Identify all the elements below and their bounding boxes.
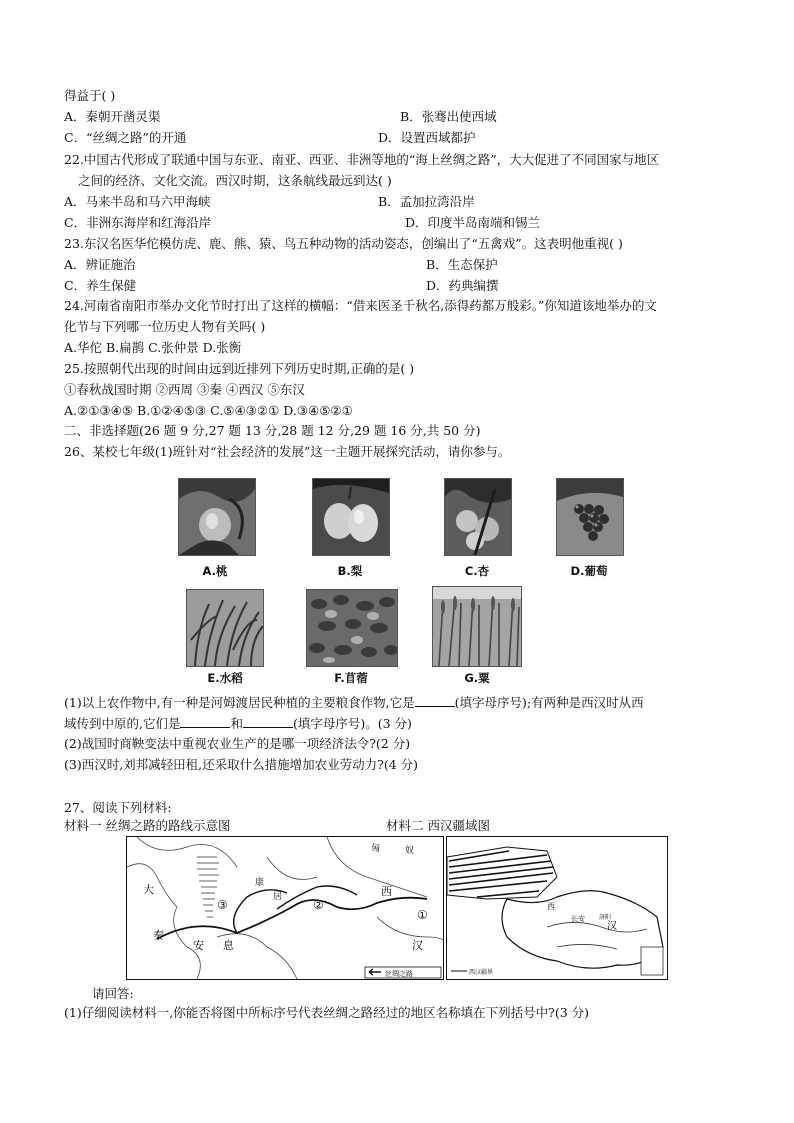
pear-photo: [312, 478, 390, 556]
q22-stem-2: 之间的经济、文化交流。西汉时期，这条航线最远到达( ): [78, 173, 392, 188]
map2-legend: 西汉疆界: [469, 969, 494, 976]
q27-stem: 27、阅读下列材料:: [64, 800, 172, 815]
western-han-map: [446, 836, 668, 980]
grape-photo: [556, 478, 624, 556]
q23-option-d: D．药典编撰: [426, 278, 499, 293]
crop-caption-b: B.梨: [337, 564, 363, 578]
apricot-photo: [444, 478, 512, 556]
map1-number-3: ③: [217, 898, 228, 912]
rice-photo: [186, 589, 264, 667]
q22-option-d: D．印度半岛南端和锡兰: [405, 215, 541, 230]
material-1-title: 材料一 丝绸之路的路线示意图: [64, 818, 231, 833]
crop-caption-d: D.葡萄: [570, 564, 608, 578]
q26-sub1-text-a: (1)以上农作物中,有一种是河姆渡居民种植的主要粮食作物,它是: [64, 695, 415, 710]
map1-legend: 丝绸之路: [385, 970, 413, 978]
q25-options: A.②①③④⑤ B.①②④⑤③ C.⑤④③②① D.③④⑤②①: [64, 403, 353, 418]
q21-option-b: B．张骞出使西域: [400, 109, 497, 124]
answer-blank[interactable]: [243, 715, 293, 728]
silk-road-map: [126, 836, 444, 980]
q22-option-b: B．孟加拉湾沿岸: [378, 194, 475, 209]
q24-stem-2: 化节与下列哪一位历史人物有关吗( ): [64, 319, 266, 334]
crop-caption-a: A.桃: [202, 564, 228, 578]
q21-tail: 得益于( ): [64, 88, 116, 103]
millet-photo: [432, 586, 522, 667]
map2-label-han: 汉: [607, 921, 617, 932]
crop-caption-f: F.苜蓿: [334, 671, 368, 685]
q22-option-c: C．非洲东海岸和红海沿岸: [64, 215, 212, 230]
q21-option-a: A．秦朝开凿灵渠: [64, 109, 161, 124]
q22-stem-1: 22.中国古代形成了联通中国与东亚、南亚、西亚、非洲等地的“海上丝绸之路”，大大促进了不同国家与地区: [64, 152, 660, 167]
q23-option-c: C．养生保健: [64, 278, 137, 293]
map1-label-anxi-2: 息: [223, 939, 234, 952]
answer-blank[interactable]: [415, 694, 455, 707]
map1-label-han: 汉: [412, 939, 423, 952]
crop-caption-g: G.粟: [464, 671, 490, 685]
q26-sub1-line2: [64, 715, 412, 732]
map1-number-1: ①: [417, 908, 428, 922]
map2-label-changan: 长安: [571, 915, 585, 923]
peach-photo: [178, 478, 256, 556]
q25-items: ①春秋战国时期 ②西周 ③秦 ④西汉 ⑤东汉: [64, 382, 305, 397]
map1-label-xi: 西: [381, 885, 392, 898]
q26-sub2: (2)战国时商鞅变法中重视农业生产的是哪一项经济法令?(2 分): [64, 736, 411, 751]
map1-label-kangju-1: 康: [255, 878, 265, 888]
q23-stem: 23.东汉名医华佗模仿虎、鹿、熊、猿、鸟五种动物的活动姿态，创编出了“五禽戏”。这表明他重视( ): [64, 236, 623, 251]
q22-option-a: A．马来半岛和马六甲海峡: [64, 194, 211, 209]
q26-sub1-line1: [64, 694, 644, 711]
q26-sub1-text-b: (填字母序号);有两种是西汉时从西: [454, 695, 644, 710]
please-answer: 请回答:: [92, 986, 134, 1001]
map1-number-2: ②: [313, 898, 324, 912]
q23-option-a: A．辨证施治: [64, 257, 136, 272]
map1-label-kangju-2: 居: [273, 892, 283, 902]
q26-stem: 26、某校七年级(1)班针对“社会经济的发展”这一主题开展探究活动，请你参与。: [64, 444, 511, 459]
map1-label-anxi-1: 安: [193, 939, 204, 952]
crop-caption-e: E.水稻: [207, 671, 243, 685]
map1-label-qin: 秦: [153, 929, 164, 942]
map1-label-da: 大: [143, 883, 154, 896]
q26-sub3: (3)西汉时,刘邦减轻田租,还采取什么措施增加农业劳动力?(4 分): [64, 757, 419, 772]
map1-label-xiongnu-2: 奴: [405, 846, 415, 856]
map2-label-luoyang: 洛阳: [599, 914, 612, 921]
alfalfa-photo: [306, 589, 398, 667]
q25-stem: 25.按照朝代出现的时间由远到近排列下列历史时期,正确的是( ): [64, 361, 415, 376]
crop-caption-c: C.杏: [464, 564, 490, 578]
q23-option-b: B．生态保护: [426, 257, 498, 272]
answer-blank[interactable]: [180, 715, 230, 728]
q21-option-c: C．“丝绸之路”的开通: [64, 130, 187, 145]
q21-option-d: D．设置西域都护: [378, 130, 476, 145]
map1-label-xiongnu-1: 匈: [371, 844, 381, 854]
q24-options: A.华佗 B.扁鹊 C.张仲景 D.张衡: [64, 340, 242, 355]
q26-sub1-text-d: 和: [230, 716, 243, 731]
section-heading: 二、非选择题(26 题 9 分,27 题 13 分,28 题 12 分,29 题 16 分,共 50 分): [64, 423, 481, 438]
map2-label-xi: 西: [547, 902, 555, 911]
q24-stem-1: 24.河南省南阳市举办文化节时打出了这样的横幅：“借来医圣千秋名,添得药都万般彩。”你知道该地举办的文: [64, 298, 657, 313]
material-2-title: 材料二 西汉疆域图: [386, 818, 490, 833]
q26-sub1-text-c: 域传到中原的,它们是: [64, 716, 181, 731]
q27-sub1: (1)仔细阅读材料一,你能否将图中所标序号代表丝绸之路经过的地区名称填在下列括号中?(3 分): [64, 1005, 590, 1020]
q26-sub1-text-e: (填字母序号)。(3 分): [293, 716, 412, 731]
